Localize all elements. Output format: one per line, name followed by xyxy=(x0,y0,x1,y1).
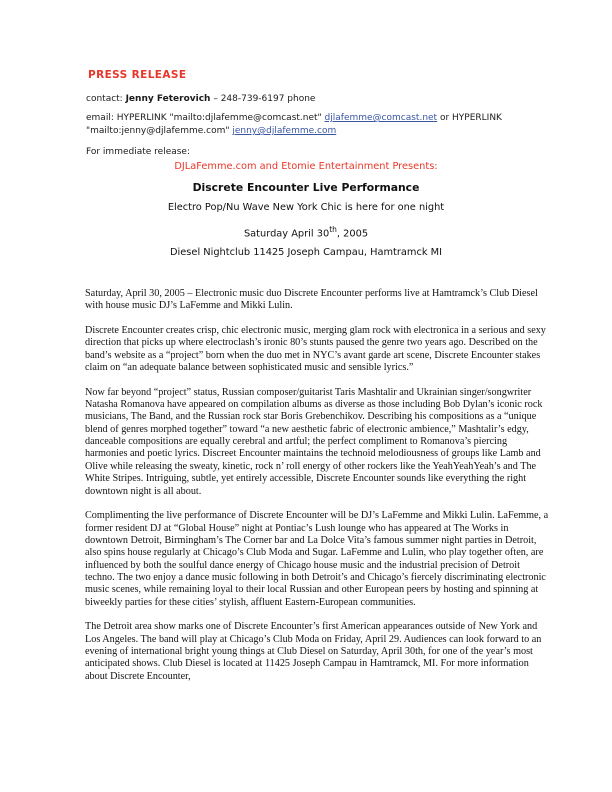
contact-line xyxy=(86,94,315,104)
event-date-ordinal: th xyxy=(329,225,337,234)
contact-label: contact: xyxy=(86,94,126,104)
email-link-comcast[interactable]: djlafemme@comcast.net xyxy=(324,113,438,123)
event-date-text: Saturday April 30 xyxy=(243,228,330,240)
paragraph-intro: Saturday, April 30, 2005 – Electronic music duo Discrete Encounter performs live at Hamtramck’s Club Diesel with house music DJ’s LaFemme and Mikki Lulin. xyxy=(85,288,538,312)
for-immediate-release-line: For immediate release: xyxy=(86,147,191,157)
event-venue-line: Diesel Nightclub 11425 Joseph Campau, Hamtramck MI xyxy=(170,247,442,258)
paragraph-band-description: Discrete Encounter creates crisp, chic electronic music, merging glam rock with electronica in a serious and sexy direction that picks up where electroclash’s ironic 80’s stunts paused the genre two years ago. Described on the band’s website as a “project” born when the duo met in NYC’s avant garde art scene, Discrete Encounter stakes claim on “an adequate balance between sophisticated music and sensible lyrics.” xyxy=(85,325,546,374)
event-title: Discrete Encounter Live Performance xyxy=(192,181,420,194)
email-field-code-text-2: "mailto:jenny@djlafemme.com" xyxy=(86,126,233,136)
contact-phone: – 248-739-6197 phone xyxy=(210,94,316,104)
contact-name: Jenny Feterovich xyxy=(125,94,211,104)
email-block xyxy=(86,112,516,138)
email-link-djlafemme[interactable]: jenny@djlafemme.com xyxy=(232,126,337,136)
press-release-heading: PRESS RELEASE xyxy=(88,69,187,81)
email-field-code-text: email: HYPERLINK "mailto:djlafemme@comcast.net" xyxy=(86,113,325,123)
email-or-text: or HYPERLINK xyxy=(437,113,502,123)
presents-heading: DJLaFemme.com and Etomie Entertainment Presents: xyxy=(174,161,438,172)
event-subtitle: Electro Pop/Nu Wave New York Chic is here for one night xyxy=(167,202,445,213)
event-date-year: , 2005 xyxy=(336,228,369,240)
paragraph-djs: Complimenting the live performance of Discrete Encounter will be DJ’s LaFemme and Mikki Lulin. LaFemme, a former resident DJ at “Global House” night at Pontiac’s Lush lounge who has appeared at The Works in downtown Detroit, Birmingham’s The Corner bar and La Dolce Vita’s famous summer night parties in Detroit, also spins house regularly at Chicago’s Club Moda and Sugar. LaFemme and Lulin, who play together often, are influenced by both the soulful dance energy of Chicago house music and the industrial precision of Detroit techno. The two enjoy a dance music following in both Detroit’s and Chicago’s fiercely discriminating electronic music scenes, while remaining loyal to their local Russian and other European peers by hosting and spinning at biweekly parties for these cities’ stylish, affluent Eastern-European communities. xyxy=(85,510,549,608)
paragraph-band-members: Now far beyond “project” status, Russian composer/guitarist Taris Mashtalir and Ukrainian singer/songwriter Natasha Romanova have appeared on compilation albums as diverse as those including Bob Dylan’s iconic rock musicians, The Band, and the Russian rock star Boris Grebenchikov. Describing his compositions as a “unique blend of genres morphed together” toward “a new aesthetic fabric of electronic ambience,” Mashtalir’s edgy, danceable compositions are equally cerebral and artful; the perfect compliment to Romanova’s piercing harmonies and poetic lyrics. Discreet Encounter maintains the technoid melodiousness of groups like Lamb and Olive while releasing the sweaty, kinetic, rock n’ roll energy of other rockers like the YeahYeahYeah’s and The White Stripes. Intriguing, subtle, yet entirely accessible, Discrete Encounter sounds like everything the right downtown night is all about. xyxy=(85,386,543,497)
paragraph-show-details: The Detroit area show marks one of Discrete Encounter’s first American appearances outside of New York and Los Angeles. The band will play at Chicago’s Club Moda on Friday, April 29. Audiences can look forward to an evening of international bright young things at Club Diesel on Saturday, April 30th, for one of the year’s most anticipated shows. Club Diesel is located at 11425 Joseph Campau in Hamtramck, MI. For more information about Discrete Encounter, xyxy=(85,621,542,682)
event-date-line xyxy=(0,225,612,239)
body-text xyxy=(85,288,549,683)
